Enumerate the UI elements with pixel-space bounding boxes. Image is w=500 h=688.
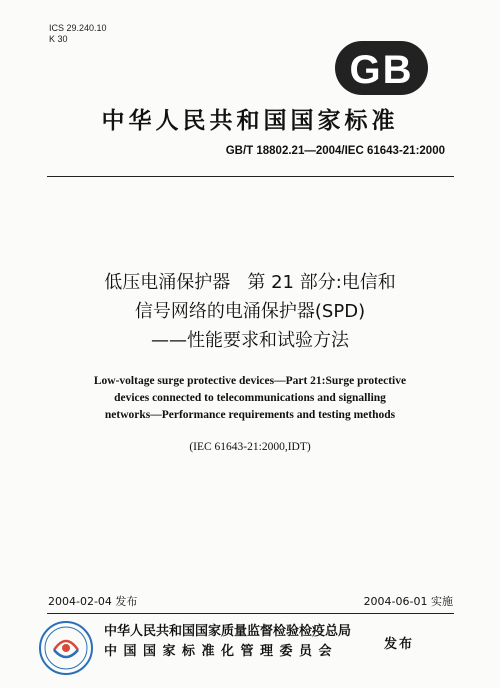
classification-codes [49, 23, 107, 45]
top-divider [47, 176, 454, 177]
gb-logo-text: GB [349, 48, 414, 92]
chinese-title-line-2: 信号网络的电涌保护器(SPD) [134, 301, 366, 322]
english-title-line-1: Low-voltage surge protective devices—Part 21:Surge protective [93, 375, 407, 387]
chinese-title-line-3: ——性能要求和试验方法 [151, 330, 349, 351]
aqsiq-seal-icon [38, 620, 94, 676]
standard-code: GB/T 18802.21—2004/IEC 61643-21:2000 [225, 145, 445, 157]
iec-equivalence: (IEC 61643-21:2000,IDT) [189, 441, 311, 453]
class-code: K 30 [49, 34, 68, 44]
chinese-title [0, 268, 500, 355]
issuer-line-2: 中国国家标准化管理委员会 [104, 644, 339, 659]
bottom-divider [47, 613, 454, 614]
publish-label: 发布 [384, 637, 415, 652]
national-standard-title: 中华人民共和国国家标准 [101, 108, 399, 134]
issue-date: 2004-02-04 发布 [48, 595, 138, 608]
english-title-line-2: devices connected to telecommunications and signalling [114, 392, 386, 404]
english-title-line-3: networks—Performance requirements and testing methods [104, 409, 396, 421]
implementation-date: 2004-06-01 实施 [363, 595, 453, 608]
english-title [0, 373, 500, 424]
gb-logo-icon [334, 40, 429, 96]
issuer-line-1: 中华人民共和国国家质量监督检验检疫总局 [104, 624, 352, 639]
issuing-authority [104, 622, 351, 662]
chinese-title-line-1: 低压电涌保护器 第 21 部分:电信和 [104, 272, 396, 293]
ics-code: ICS 29.240.10 [49, 23, 107, 33]
